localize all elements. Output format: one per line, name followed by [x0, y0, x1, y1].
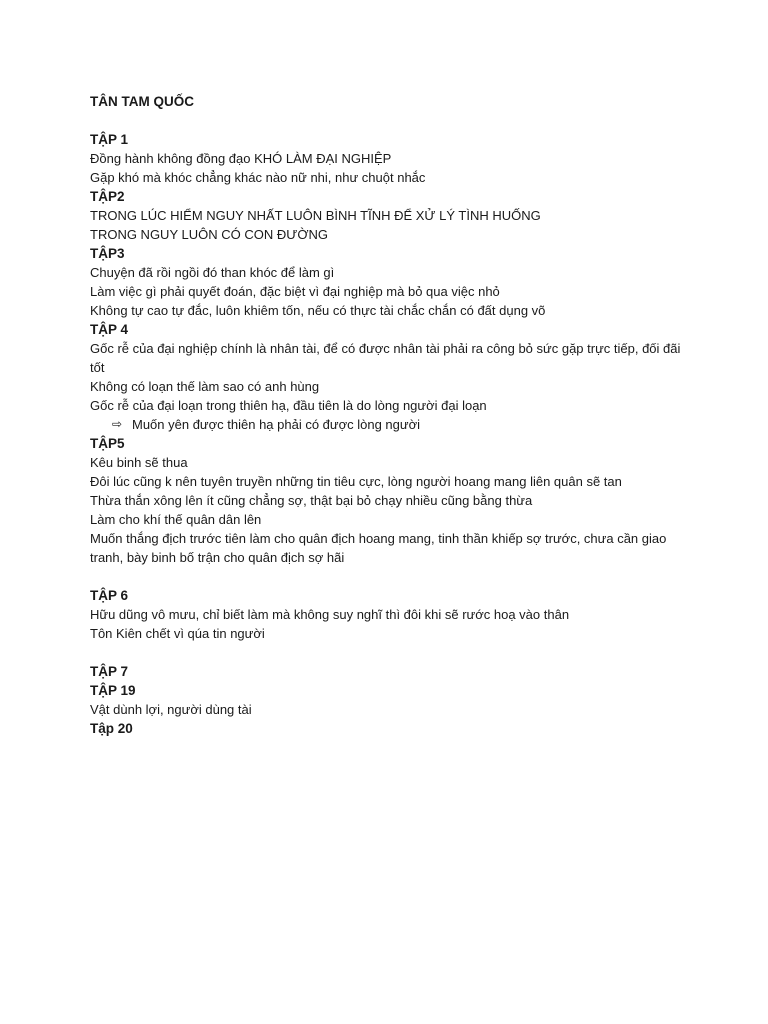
episode-line: Muốn thắng địch trước tiên làm cho quân địch hoang mang, tinh thần khiếp sợ trước, chưa cần giao tranh, bày binh bố trận cho quân địch sợ hãi	[90, 531, 667, 565]
document-page	[90, 92, 690, 738]
document-title: TÂN TAM QUỐC	[90, 94, 194, 109]
episode-line: Không tự cao tự đắc, luôn khiêm tốn, nếu có thực tài chắc chắn có đất dụng võ	[90, 303, 546, 318]
episode-3	[90, 244, 690, 320]
episode-heading: TẬP3	[90, 246, 125, 261]
episode-4	[90, 320, 690, 434]
episode-line: Thừa thắn xông lên ít cũng chẳng sợ, thật bại bỏ chạy nhiều cũng bằng thừa	[90, 493, 533, 508]
episode-6	[90, 586, 690, 643]
episode-line: Không có loạn thế làm sao có anh hùng	[90, 379, 320, 394]
episode-line: Gặp khó mà khóc chẳng khác nào nữ nhi, như chuột nhắc	[90, 170, 426, 185]
episode-1	[90, 130, 690, 187]
episode-line: Tôn Kiên chết vì qúa tin người	[90, 626, 265, 641]
episode-heading: TẬP 19	[90, 683, 136, 698]
episode-heading: TẬP5	[90, 436, 125, 451]
arrow-bullet-line	[90, 415, 690, 434]
episode-line: Làm cho khí thế quân dân lên	[90, 512, 262, 527]
episode-line: Làm việc gì phải quyết đoán, đặc biệt vì đại nghiệp mà bỏ qua việc nhỏ	[90, 284, 500, 299]
episode-line: Gốc rễ của đại nghiệp chính là nhân tài, để có được nhân tài phải ra công bỏ sức gặp trực tiếp, đối đãi tốt	[90, 341, 681, 375]
episode-line: Hữu dũng vô mưu, chỉ biết làm mà không suy nghĩ thì đôi khi sẽ rước hoạ vào thân	[90, 607, 570, 622]
episode-20	[90, 719, 690, 738]
episode-line: TRONG NGUY LUÔN CÓ CON ĐƯỜNG	[90, 227, 328, 242]
episode-5	[90, 434, 690, 567]
episode-line: Chuyện đã rồi ngồi đó than khóc để làm gì	[90, 265, 335, 280]
episode-heading: TẬP 7	[90, 664, 129, 679]
episode-heading: TẬP 6	[90, 588, 129, 603]
episode-line: Đồng hành không đồng đạo KHÓ LÀM ĐẠI NGHIỆP	[90, 151, 392, 166]
episode-line: Gốc rễ của đại loạn trong thiên hạ, đầu tiên là do lòng người đại loạn	[90, 398, 487, 413]
episode-heading: TẬP 4	[90, 322, 129, 337]
episode-line: TRONG LÚC HIỂM NGUY NHẤT LUÔN BÌNH TĨNH ĐỂ XỬ LÝ TÌNH HUỐNG	[90, 208, 541, 223]
episode-line: Vật dùnh lợi, người dùng tài	[90, 702, 252, 717]
episode-19	[90, 681, 690, 719]
episode-heading: Tập 20	[90, 721, 133, 736]
episode-heading: TẬP2	[90, 189, 125, 204]
episode-7	[90, 662, 690, 681]
arrow-bullet-text: Muốn yên được thiên hạ phải có được lòng người	[132, 417, 421, 432]
episode-line: Kêu binh sẽ thua	[90, 455, 188, 470]
right-arrow-outline-icon: ⇨	[112, 417, 123, 431]
episode-2	[90, 187, 690, 244]
episode-heading: TẬP 1	[90, 132, 129, 147]
episode-line: Đôi lúc cũng k nên tuyên truyền những tin tiêu cực, lòng người hoang mang liên quân sẽ tan	[90, 474, 622, 489]
